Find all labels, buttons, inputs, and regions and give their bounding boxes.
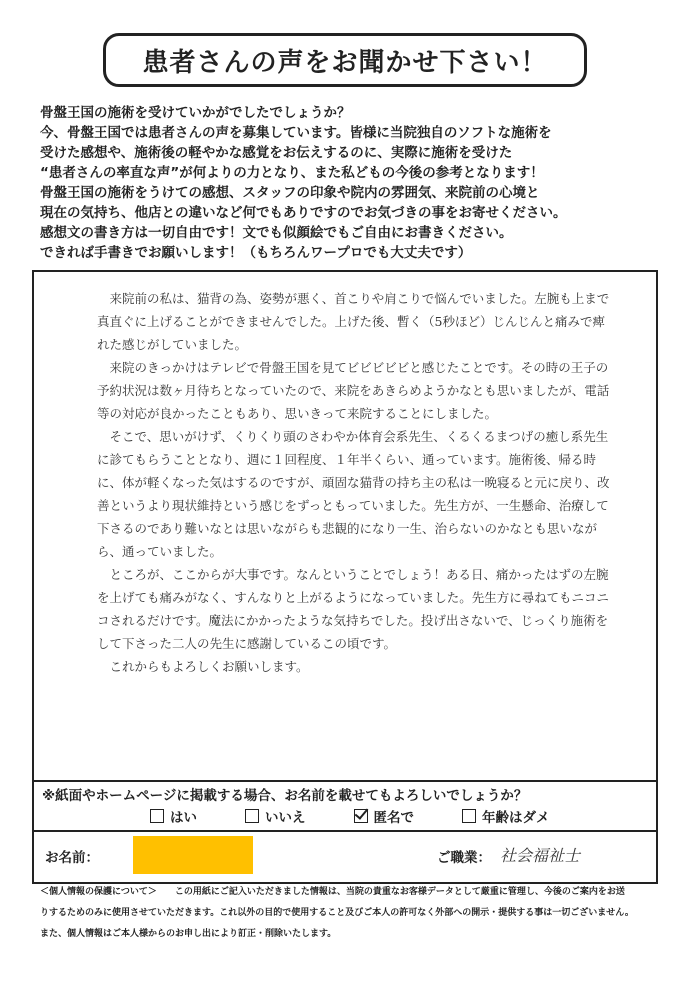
name-divider bbox=[32, 830, 658, 832]
occupation-value: 社会福祉士 bbox=[500, 846, 581, 865]
testimonial-paragraph: これからもよろしくお願いします。 bbox=[109, 659, 309, 674]
intro-text bbox=[40, 103, 665, 263]
privacy-line: りするためのみに使用させていただきます。これ以外の目的で使用すること及びご本人の許可なく外部への開示・提供する事は一切ございません。 bbox=[40, 908, 634, 918]
option-label: いいえ bbox=[265, 810, 306, 826]
option-yes[interactable] bbox=[150, 806, 197, 826]
intro-line: できれば手書きでお願いします！（もちろんワープロでも大丈夫です） bbox=[40, 245, 472, 261]
option-anonymous[interactable] bbox=[354, 806, 415, 826]
consent-divider bbox=[32, 780, 658, 782]
consent-options bbox=[150, 806, 550, 826]
name-label: お名前： bbox=[45, 850, 99, 866]
testimonial-paragraph: そこで、思いがけず、くりくり頭のさわやか体育会系先生、くるくるまつげの癒し系先生に診てもらうこととなり、週に１回程度、１年半くらい、通っています。施術後、帰る時に、体が軽くなった気はするのですが、頑固な猫背の持ち主の私は一晩寝ると元に戻り、改善というより現状維持という感じをずっともっていました。先生方が、一生懸命、治療して下さるのであり難いなとは思いながらも悲観的になり一生、治らないのかなとも思いながら、通っていました。 bbox=[97, 429, 610, 559]
occupation-label: ご職業： bbox=[437, 850, 491, 866]
consent-question: ※紙面やホームページに掲載する場合、お名前を載せてもよろしいでしょうか？ bbox=[42, 788, 528, 804]
checkbox-yes[interactable] bbox=[150, 809, 164, 823]
intro-line: 現在の気持ち、他店との違いなど何でもありですのでお気づきの事をお寄せください。 bbox=[40, 205, 567, 221]
intro-line: “患者さんの率直な声”が何よりの力となり、また私どもの今後の参考となります！ bbox=[40, 165, 544, 181]
privacy-line: また、個人情報はご本人様からのお申し出により訂正・削除いたします。 bbox=[40, 929, 337, 939]
testimonial-paragraph: ところが、ここからが大事です。なんということでしょう！ある日、痛かったはずの左腕を上げても痛みがなく、すんなりと上がるようになっていました。先生方に尋ねてもニコニコされるだけです。魔法にかかったような気持ちでした。投げ出さないで、じっくり施術をして下さった二人の先生に感謝しているこの頃です。 bbox=[97, 567, 609, 651]
intro-line: 今、骨盤王国では患者さんの声を募集しています。皆様に当院独自のソフトな施術を bbox=[40, 125, 552, 141]
testimonial-body bbox=[97, 287, 617, 678]
option-label: 匿名で bbox=[373, 810, 414, 826]
checkbox-no-age[interactable] bbox=[462, 809, 476, 823]
option-no[interactable] bbox=[245, 806, 306, 826]
name-redaction bbox=[133, 836, 253, 874]
page-title: 患者さんの声をお聞かせ下さい！ bbox=[103, 33, 587, 87]
option-label: はい bbox=[170, 810, 197, 826]
testimonial-paragraph: 来院前の私は、猫背の為、姿勢が悪く、首こりや肩こりで悩んでいました。左腕も上まで真直ぐに上げることができませんでした。上げた後、暫く（5秒ほど）じんじんと痛みで痺れた感じがしていました。 bbox=[97, 291, 610, 352]
intro-line: 骨盤王国の施術をうけての感想、スタッフの印象や院内の雰囲気、来院前の心境と bbox=[40, 185, 540, 201]
intro-line: 骨盤王国の施術を受けていかがでしたでしょうか？ bbox=[40, 105, 351, 121]
privacy-notice bbox=[40, 882, 670, 945]
option-no-age[interactable] bbox=[462, 806, 550, 826]
checkbox-no[interactable] bbox=[245, 809, 259, 823]
intro-line: 受けた感想や、施術後の軽やかな感覚をお伝えするのに、実際に施術を受けた bbox=[40, 145, 513, 161]
privacy-line: ＜個人情報の保護について＞ この用紙にご記入いただきました情報は、当院の貴重なお客様データとして厳重に管理し、今後のご案内をお送 bbox=[40, 887, 625, 897]
option-label: 年齢はダメ bbox=[482, 810, 550, 826]
intro-line: 感想文の書き方は一切自由です！文でも似顔絵でもご自由にお書きください。 bbox=[40, 225, 513, 241]
testimonial-paragraph: 来院のきっかけはテレビで骨盤王国を見てビビビビビと感じたことです。その時の王子の予約状況は数ヶ月待ちとなっていたので、来院をあきらめようかなとも思いましたが、電話等の対応が良かったこともあり、思いきって来院することにしました。 bbox=[97, 360, 610, 421]
checkbox-anonymous[interactable] bbox=[354, 809, 368, 823]
